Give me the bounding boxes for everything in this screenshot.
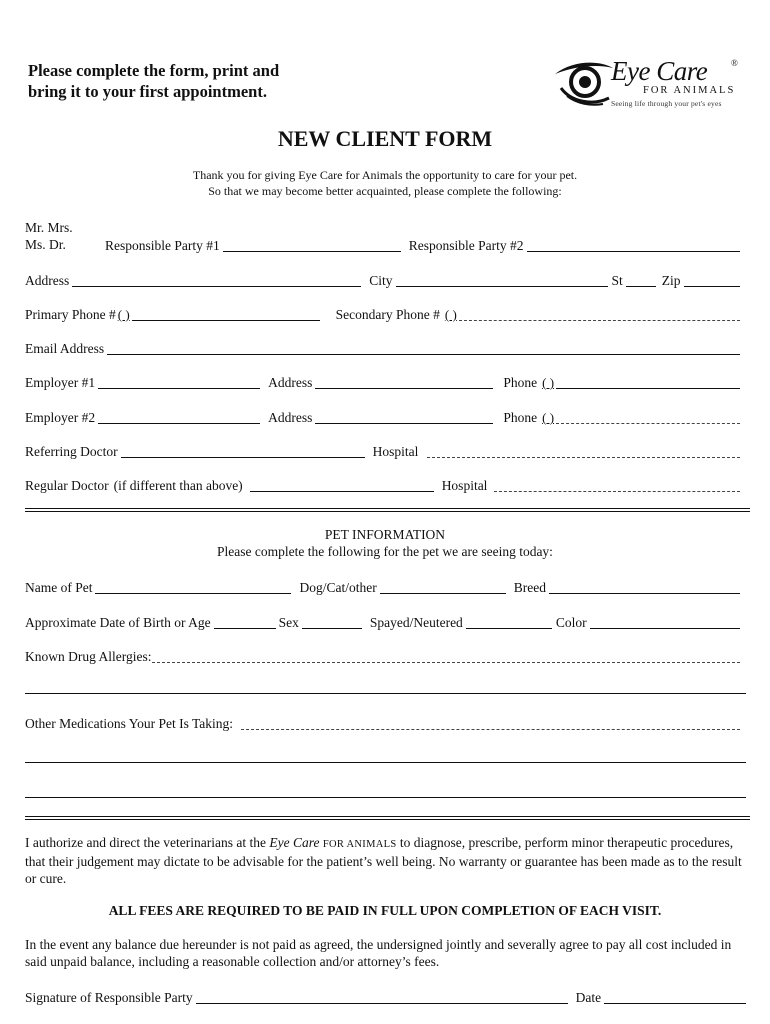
referring-hospital-field[interactable] — [427, 443, 740, 458]
responsible-party-2-field[interactable] — [527, 237, 741, 252]
regular-hospital-field[interactable] — [494, 477, 740, 492]
pet-name-field[interactable] — [95, 579, 291, 594]
date-field[interactable] — [604, 989, 746, 1004]
responsible-party-1-field[interactable] — [223, 237, 401, 252]
pet-name-row — [25, 578, 740, 596]
primary-phone-label: Primary Phone # — [25, 307, 116, 322]
breed-label: Breed — [513, 580, 546, 595]
address-label: Address — [25, 273, 70, 288]
responsible-party-row — [105, 236, 740, 254]
sex-label: Sex — [278, 615, 299, 630]
employer-2-address-label: Address — [268, 410, 313, 425]
employer-1-address-field[interactable] — [315, 374, 493, 389]
eye-care-logo — [553, 56, 743, 112]
employer-1-phone-label: Phone — [503, 375, 538, 390]
medications-field[interactable] — [241, 715, 740, 730]
allergies-label: Known Drug Allergies: — [25, 649, 152, 664]
pet-details-row — [25, 613, 740, 631]
employer-1-address-label: Address — [268, 375, 313, 390]
city-label: City — [369, 273, 393, 288]
state-field[interactable] — [626, 272, 656, 287]
logo-tagline: Seeing life through your pet's eyes — [611, 99, 722, 108]
species-field[interactable] — [380, 579, 506, 594]
salutation-options-top[interactable]: Mr. Mrs. — [25, 220, 73, 235]
employer-2-row — [25, 408, 740, 426]
pet-info-heading: PET INFORMATION — [324, 527, 446, 542]
logo-name: Eye Care — [611, 56, 708, 86]
date-label: Date — [575, 990, 602, 1005]
auth-brand-sub: FOR ANIMALS — [322, 839, 397, 850]
email-field[interactable] — [107, 340, 740, 355]
regular-hospital-label: Hospital — [441, 478, 488, 493]
eye-icon — [553, 58, 615, 110]
allergies-field[interactable] — [152, 648, 741, 663]
breed-field[interactable] — [549, 579, 740, 594]
intro-line-2: bring it to your first appointment. — [28, 82, 267, 101]
allergies-line-2[interactable] — [25, 693, 746, 694]
regular-doctor-field[interactable] — [250, 477, 434, 492]
employer-1-row — [25, 373, 740, 391]
responsible-party-2-label: Responsible Party #2 — [408, 238, 524, 253]
signature-row — [25, 988, 746, 1006]
species-label: Dog/Cat/other — [299, 580, 377, 595]
employer-2-phone-area-code[interactable]: ( ) — [542, 410, 555, 425]
section-divider — [25, 508, 750, 512]
employer-2-phone-label: Phone — [503, 410, 538, 425]
sex-field[interactable] — [302, 614, 362, 629]
employer-1-label: Employer #1 — [25, 375, 96, 390]
employer-1-field[interactable] — [98, 374, 260, 389]
auth-text-start: I authorize and direct the veterinarians at the — [25, 835, 270, 850]
employer-2-field[interactable] — [98, 409, 260, 424]
section-divider-2 — [25, 816, 750, 820]
phone-row — [25, 305, 740, 323]
regular-doctor-row — [25, 476, 740, 494]
medications-row — [25, 714, 740, 732]
address-field[interactable] — [72, 272, 361, 287]
signature-label: Signature of Responsible Party — [25, 990, 193, 1005]
color-field[interactable] — [590, 614, 740, 629]
referring-doctor-row — [25, 442, 740, 460]
primary-phone-area-code[interactable]: ( ) — [117, 307, 130, 322]
color-label: Color — [555, 615, 587, 630]
intro-line-1: Please complete the form, print and — [28, 61, 280, 80]
dob-field[interactable] — [214, 614, 276, 629]
intro-instructions — [28, 60, 368, 102]
email-label: Email Address — [25, 341, 105, 356]
authorization-paragraph — [25, 834, 750, 887]
referring-doctor-label: Referring Doctor — [25, 444, 118, 459]
dob-label: Approximate Date of Birth or Age — [25, 615, 211, 630]
referring-doctor-field[interactable] — [121, 443, 365, 458]
regular-doctor-label: Regular Doctor — [25, 478, 109, 493]
pet-name-label: Name of Pet — [25, 580, 93, 595]
employer-2-address-field[interactable] — [315, 409, 493, 424]
salutation-options-bottom[interactable]: Ms. Dr. — [25, 237, 66, 252]
employer-1-phone-area-code[interactable]: ( ) — [542, 375, 555, 390]
zip-field[interactable] — [684, 272, 740, 287]
spayed-field[interactable] — [466, 614, 552, 629]
thanks-line-2: So that we may become better acquainted, please complete the following: — [208, 184, 562, 198]
responsible-party-1-label: Responsible Party #1 — [105, 238, 220, 253]
secondary-phone-label: Secondary Phone # — [335, 307, 440, 322]
referring-hospital-label: Hospital — [372, 444, 419, 459]
employer-2-phone-field[interactable] — [556, 409, 740, 424]
medications-line-2[interactable] — [25, 762, 746, 763]
address-row — [25, 271, 740, 289]
registered-mark: ® — [731, 58, 738, 68]
city-field[interactable] — [396, 272, 608, 287]
signature-field[interactable] — [196, 989, 568, 1004]
logo-subtitle: FOR ANIMALS — [643, 85, 736, 96]
secondary-phone-area-code[interactable]: ( ) — [444, 307, 457, 322]
medications-line-3[interactable] — [25, 797, 746, 798]
spayed-label: Spayed/Neutered — [369, 615, 463, 630]
medications-label: Other Medications Your Pet Is Taking: — [25, 716, 234, 731]
employer-2-label: Employer #2 — [25, 410, 96, 425]
zip-label: Zip — [661, 273, 681, 288]
thanks-line-1: Thank you for giving Eye Care for Animals the opportunity to care for your pet. — [192, 168, 578, 182]
auth-text-end: to diagnose, prescribe, perform minor therapeutic procedures, that their judgement may dictate to be advisable for the patient’s well being. No warranty or guarantee has been made as to the result or cure. — [25, 835, 742, 886]
auth-brand: Eye Care — [269, 835, 320, 850]
secondary-phone-field[interactable] — [459, 306, 740, 321]
pet-info-subheading: Please complete the following for the pet we are seeing today: — [217, 544, 553, 559]
regular-doctor-note: (if different than above) — [113, 478, 243, 493]
email-row — [25, 339, 740, 357]
allergies-row — [25, 647, 740, 665]
form-title: NEW CLIENT FORM — [277, 126, 493, 151]
primary-phone-field[interactable] — [132, 306, 320, 321]
fees-notice: ALL FEES ARE REQUIRED TO BE PAID IN FULL UPON COMPLETION OF EACH VISIT. — [108, 903, 662, 918]
employer-1-phone-field[interactable] — [556, 374, 740, 389]
state-label: St — [611, 273, 623, 288]
balance-paragraph: In the event any balance due hereunder is not paid as agreed, the undersigned jointly and severally agree to pay all cost included in said unpaid balance, including a reasonable collection and/or attorney’s fees. — [25, 937, 732, 969]
